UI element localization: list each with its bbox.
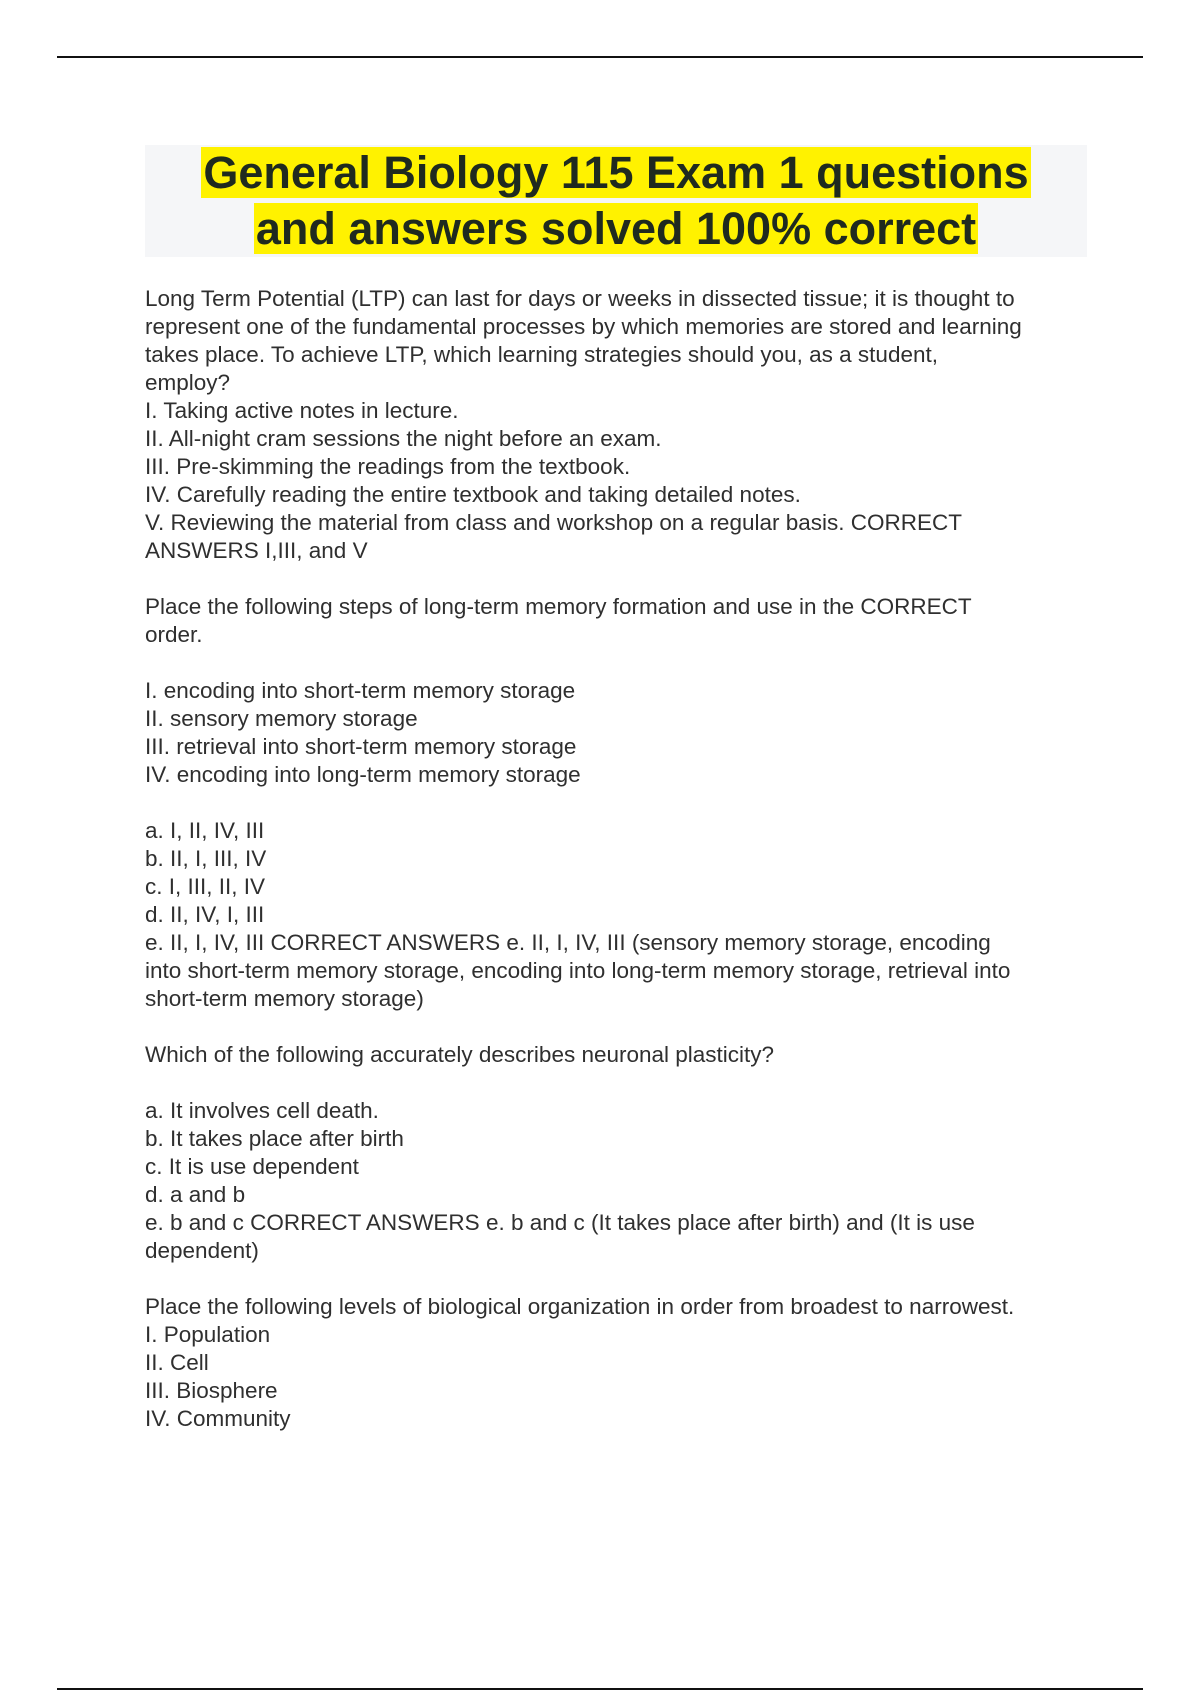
document-body xyxy=(145,285,1095,1433)
spacer xyxy=(145,1069,1095,1097)
title-line-1: General Biology 115 Exam 1 questions xyxy=(203,147,1029,198)
option-text: I. Taking active notes in lecture. xyxy=(145,398,459,423)
question-text: represent one of the fundamental processes by which memories are stored and learning xyxy=(145,314,1022,339)
option-text: a. It involves cell death. xyxy=(145,1098,379,1123)
question-text: takes place. To achieve LTP, which learning strategies should you, as a student, xyxy=(145,342,938,367)
answer-text: dependent) xyxy=(145,1238,259,1263)
document-title xyxy=(145,145,1087,257)
answer-text: e. b and c CORRECT ANSWERS e. b and c (It takes place after birth) and (It is use xyxy=(145,1210,975,1235)
spacer xyxy=(145,789,1095,817)
spacer xyxy=(145,565,1095,593)
question-3 xyxy=(145,1041,1095,1265)
option-text: d. II, IV, I, III xyxy=(145,902,265,927)
option-text: V. Reviewing the material from class and workshop on a regular basis. CORRECT xyxy=(145,510,963,535)
option-text: d. a and b xyxy=(145,1182,246,1207)
step-text: I. encoding into short-term memory storage xyxy=(145,678,576,703)
option-text: II. All-night cram sessions the night before an exam. xyxy=(145,426,662,451)
option-text: b. II, I, III, IV xyxy=(145,846,267,871)
bottom-rule xyxy=(57,1688,1143,1690)
step-text: IV. encoding into long-term memory storage xyxy=(145,762,581,787)
step-text: II. sensory memory storage xyxy=(145,706,418,731)
option-text: b. It takes place after birth xyxy=(145,1126,404,1151)
question-text: Place the following steps of long-term memory formation and use in the CORRECT xyxy=(145,594,972,619)
spacer xyxy=(145,1265,1095,1293)
step-text: III. retrieval into short-term memory storage xyxy=(145,734,577,759)
question-1 xyxy=(145,285,1095,565)
option-text: c. I, III, II, IV xyxy=(145,874,266,899)
option-text: a. I, II, IV, III xyxy=(145,818,265,843)
option-text: IV. Carefully reading the entire textbook and taking detailed notes. xyxy=(145,482,801,507)
answer-text: e. II, I, IV, III CORRECT ANSWERS e. II, I, IV, III (sensory memory storage, encoding xyxy=(145,930,991,955)
option-text: IV. Community xyxy=(145,1406,291,1431)
option-text: c. It is use dependent xyxy=(145,1154,359,1179)
top-rule xyxy=(57,56,1143,58)
option-text: I. Population xyxy=(145,1322,271,1347)
answer-text: into short-term memory storage, encoding into long-term memory storage, retrieval into xyxy=(145,958,1011,983)
title-line-2: and answers solved 100% correct xyxy=(255,203,977,254)
question-4 xyxy=(145,1293,1095,1433)
question-text: Long Term Potential (LTP) can last for days or weeks in dissected tissue; it is thought to xyxy=(145,286,1015,311)
question-2 xyxy=(145,593,1095,1013)
option-text: III. Biosphere xyxy=(145,1378,278,1403)
answer-text: ANSWERS I,III, and V xyxy=(145,538,368,563)
question-text: order. xyxy=(145,622,203,647)
option-text: II. Cell xyxy=(145,1350,209,1375)
option-text: III. Pre-skimming the readings from the textbook. xyxy=(145,454,631,479)
spacer xyxy=(145,649,1095,677)
question-text: Place the following levels of biological organization in order from broadest to narrowest. xyxy=(145,1294,1015,1319)
question-text: employ? xyxy=(145,370,231,395)
spacer xyxy=(145,1013,1095,1041)
question-text: Which of the following accurately describes neuronal plasticity? xyxy=(145,1042,775,1067)
answer-text: short-term memory storage) xyxy=(145,986,424,1011)
